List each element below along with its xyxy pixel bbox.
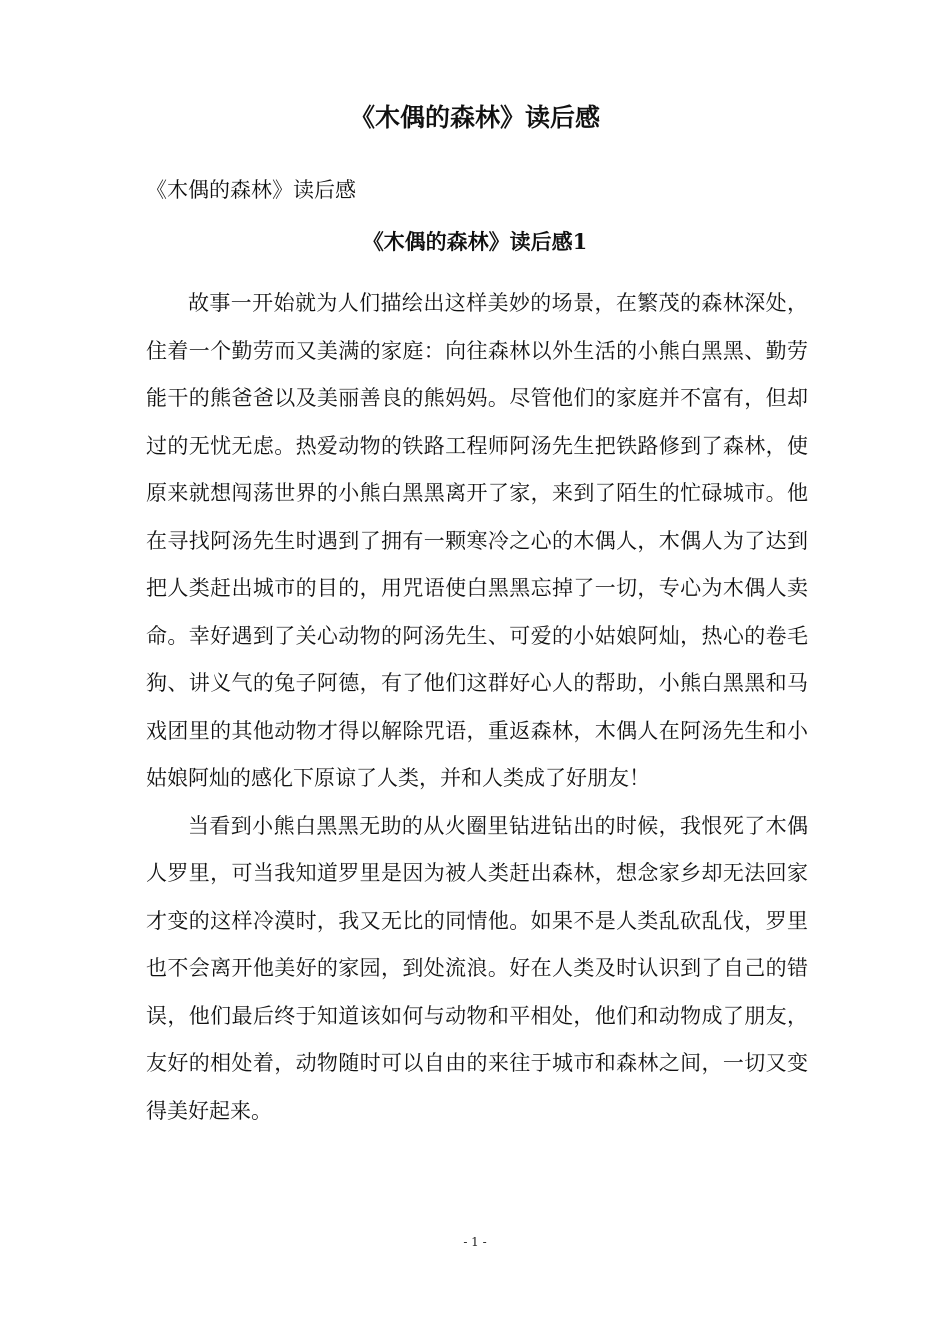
section-heading: 《木偶的森林》读后感1 bbox=[362, 229, 588, 254]
document-title: 《木偶的森林》读后感 bbox=[349, 103, 600, 132]
document-subtitle: 《木偶的森林》读后感 bbox=[146, 178, 356, 202]
paragraph-2: 当看到小熊白黑黑无助的从火圈里钻进钻出的时候，我恨死了木偶人罗里，可当我知道罗里是因为被人类赶出森林，想念家乡却无法回家才变的这样冷漠时，我又无比的同情他。如果不是人类乱砍乱伐，罗里也不会离开他美好的家园，到处流浪。好在人类及时认识到了自己的错误，他们最后终于知道该如何与动物和平相处，他们和动物成了朋友，友好的相处着，动物随时可以自由的来往于城市和森林之间，一切又变得美好起来。 bbox=[146, 813, 808, 1123]
body-text bbox=[146, 280, 808, 1135]
paragraph-1: 故事一开始就为人们描绘出这样美妙的场景，在繁茂的森林深处，住着一个勤劳而又美满的家庭：向往森林以外生活的小熊白黑黑、勤劳能干的熊爸爸以及美丽善良的熊妈妈。尽管他们的家庭并不富有，但却过的无忧无虑。热爱动物的铁路工程师阿汤先生把铁路修到了森林，使原来就想闯荡世界的小熊白黑黑离开了家，来到了陌生的忙碌城市。他在寻找阿汤先生时遇到了拥有一颗寒冷之心的木偶人，木偶人为了达到把人类赶出城市的目的，用咒语使白黑黑忘掉了一切，专心为木偶人卖命。幸好遇到了关心动物的阿汤先生、可爱的小姑娘阿灿，热心的卷毛狗、讲义气的兔子阿德，有了他们这群好心人的帮助，小熊白黑黑和马戏团里的其他动物才得以解除咒语，重返森林，木偶人在阿汤先生和小姑娘阿灿的感化下原谅了人类，并和人类成了好朋友！ bbox=[146, 291, 808, 790]
page-number: - 1 - bbox=[463, 1235, 487, 1249]
